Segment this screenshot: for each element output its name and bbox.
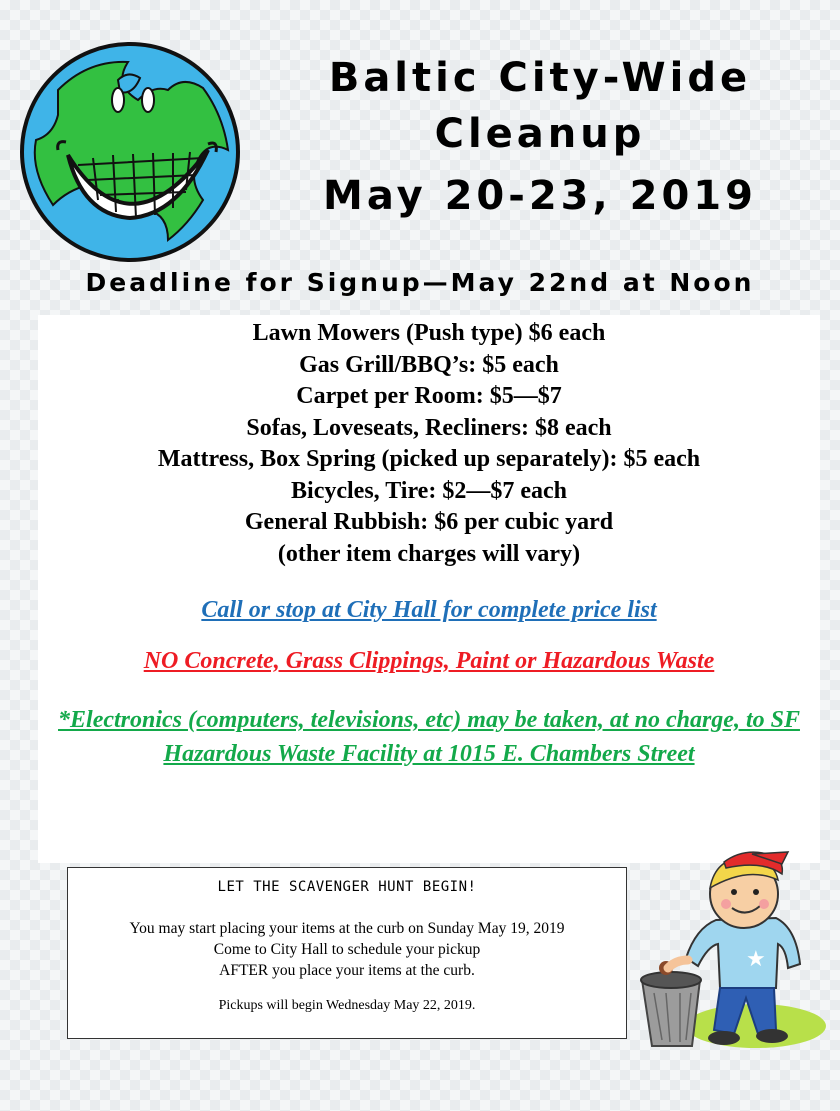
scavenger-text-1: You may start placing your items at the curb on Sunday May 19, 2019 — [129, 920, 565, 937]
signup-deadline: Deadline for Signup—May 22nd at Noon — [85, 268, 755, 297]
electronics-notice: *Electronics (computers, televisions, etc) may be taken, at no charge, to SF Hazardous Waste Facility at 1015 E. Chambers Street — [58, 707, 800, 767]
scavenger-text-4: Pickups will begin Wednesday May 22, 2019. — [218, 998, 476, 1013]
price-item: Sofas, Loveseats, Recliners: $8 each — [246, 414, 612, 441]
price-item: Bicycles, Tire: $2—$7 each — [291, 477, 567, 504]
page-title-line2: Cleanup — [434, 111, 646, 157]
boy-throwing-trash-icon — [636, 848, 826, 1053]
prohibited-items-notice: NO Concrete, Grass Clippings, Paint or Hazardous Waste — [143, 648, 715, 674]
event-dates: May 20-23, 2019 — [323, 173, 757, 219]
price-item: Mattress, Box Spring (picked up separately): $5 each — [157, 446, 701, 472]
price-item: Carpet per Room: $5—$7 — [296, 383, 562, 409]
page-title-line1: Baltic City-Wide — [328, 55, 752, 101]
price-item: General Rubbish: $6 per cubic yard — [244, 509, 614, 535]
scavenger-hunt-box — [67, 867, 627, 1039]
scavenger-text-3: AFTER you place your items at the curb. — [219, 962, 475, 979]
price-item: Lawn Mowers (Push type) $6 each — [252, 320, 606, 346]
price-item: (other item charges will vary) — [277, 540, 581, 567]
price-list — [38, 318, 820, 570]
smiling-earth-globe-icon — [18, 40, 243, 265]
title-block — [270, 50, 810, 228]
svg-text:★: ★ — [746, 947, 766, 972]
scavenger-text-2: Come to City Hall to schedule your pickup — [213, 941, 481, 958]
price-item: Gas Grill/BBQ’s: $5 each — [299, 351, 559, 378]
scavenger-heading: LET THE SCAVENGER HUNT BEGIN! — [217, 879, 477, 895]
price-list-notice: Call or stop at City Hall for complete price list — [201, 597, 657, 623]
